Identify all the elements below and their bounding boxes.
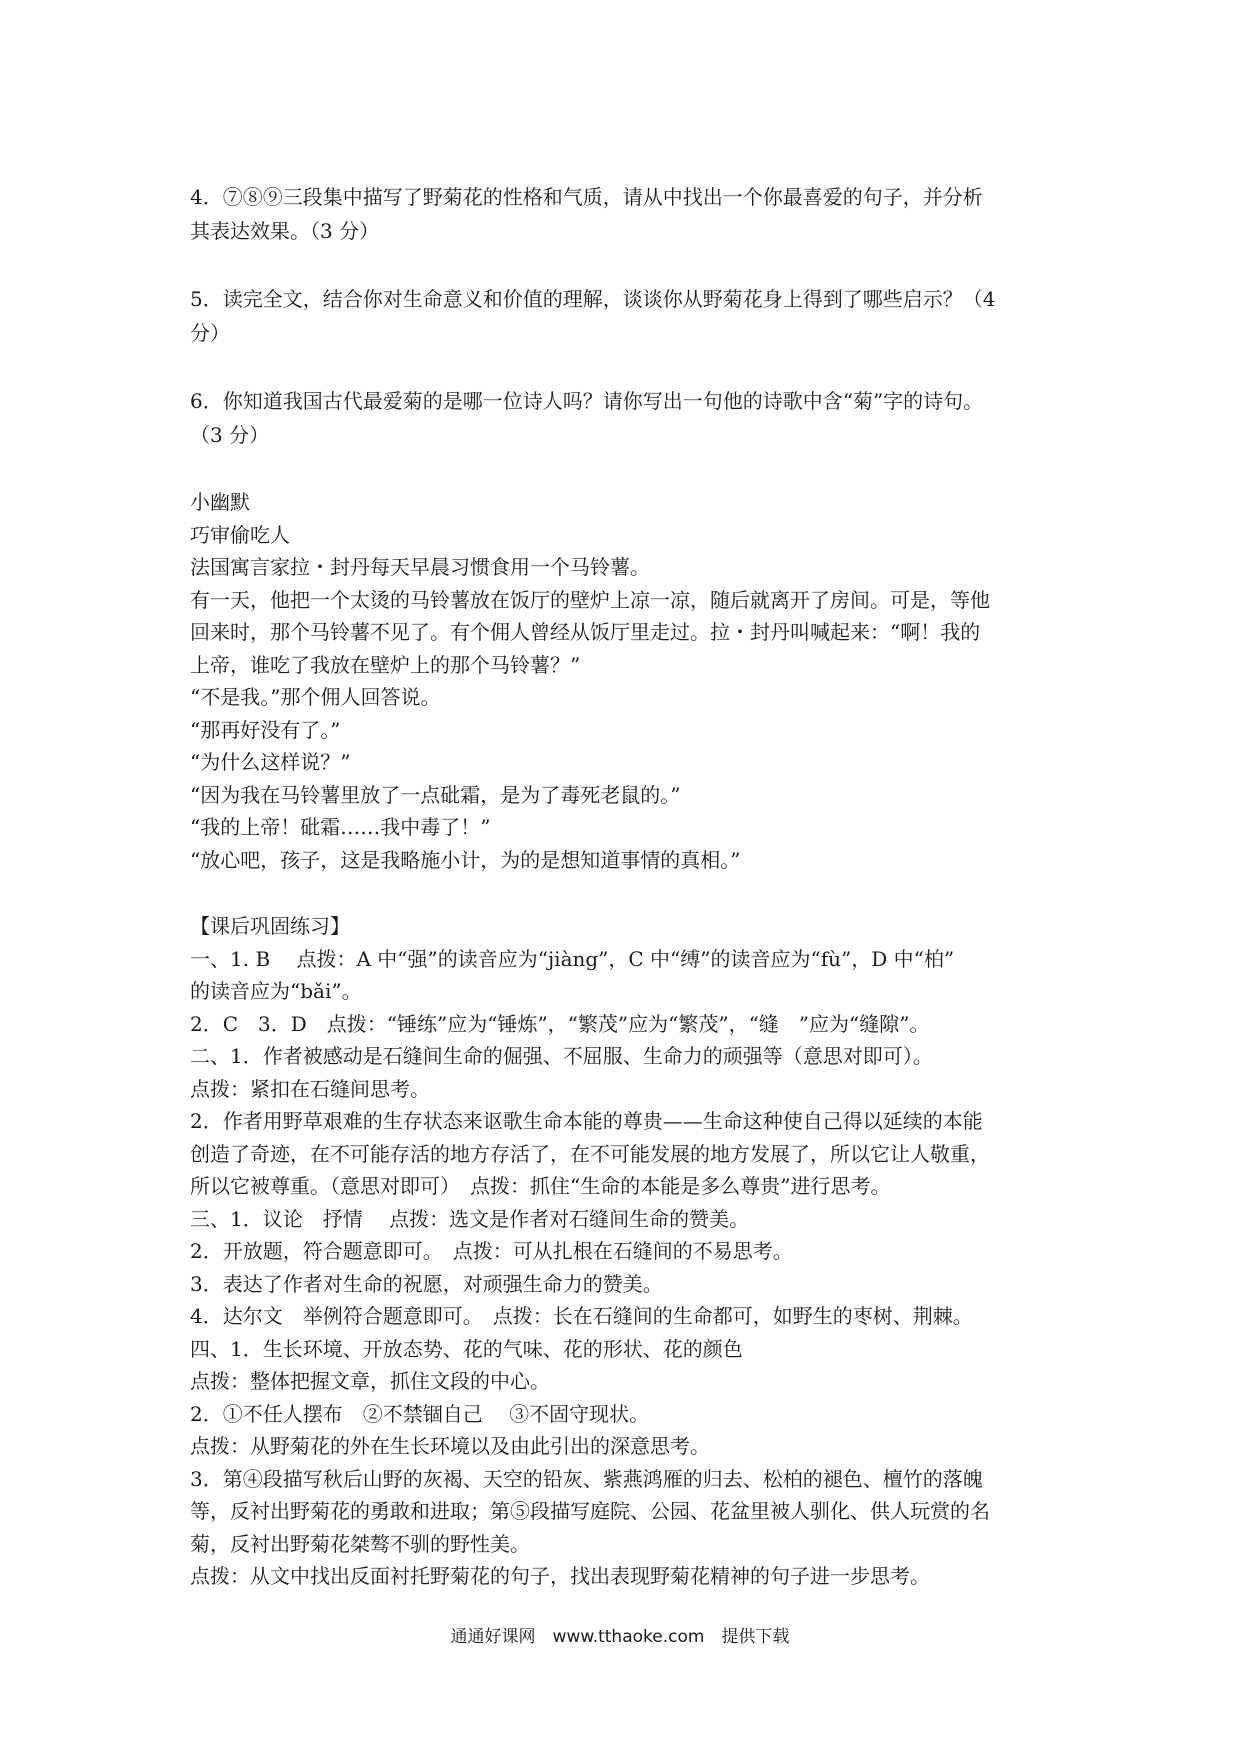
text-line: 菊，反衬出野菊花桀骜不驯的野性美。 [190,1531,530,1556]
text-line: 四、1．生长环境、开放态势、花的气味、花的形状、花的颜色 [190,1336,743,1361]
text-line: 3．第④段描写秋后山野的灰褐、天空的铅灰、紫燕鸿雁的归去、松柏的褪色、檀竹的落魄 [190,1466,983,1491]
text-line: 3．表达了作者对生命的祝愿，对顽强生命力的赞美。 [190,1271,663,1296]
text-line: 有一天，他把一个太烫的马铃薯放在饭厅的壁炉上凉一凉，随后就离开了房间。可是，等他 [190,587,990,612]
text-line: “我的上帝！砒霜……我中毒了！” [190,815,491,839]
text-line: “放心吧，孩子，这是我略施小计，为的是想知道事情的真相。” [190,847,741,872]
text-line: 一、1. B 点拨：A 中“强”的读音应为“jiàng”，C 中“缚”的读音应为“fù”，D 中“柏” [190,946,955,971]
text-line: “为什么这样说？” [190,750,351,774]
text-line: 法国寓言家拉・封丹每天早晨习惯食用一个马铃薯。 [190,555,650,579]
text-line: “那再好没有了。” [190,717,341,742]
text-line: 4．达尔文 举例符合题意即可。 点拨：长在石缝间的生命都可，如野生的枣树、荆棘。 [190,1304,973,1328]
questions-section [190,180,1070,452]
text-line: 上帝，谁吃了我放在壁炉上的那个马铃薯？” [190,652,581,677]
text-line: 所以它被尊重。（意思对即可） 点拨：抓住“生命的本能是多么尊贵”进行思考。 [190,1174,891,1198]
text-line: 二、1．作者被感动是石缝间生命的倔强、不屈服、生命力的顽强等（意思对即可）。 [190,1044,933,1068]
text-line: 2．开放题，符合题意即可。 点拨：可从扎根在石缝间的不易思考。 [190,1239,793,1263]
page-footer: 通通好课网 www.tthaoke.com 提供下载 [450,1627,790,1647]
text-line: 2．C 3．D 点拨：“锤练”应为“锤炼”，“繁茂”应为“繁茂”，“缝 ”应为“缝隙”。 [190,1011,930,1036]
text-line: 6．你知道我国古代最爱菊的是哪一位诗人吗？请你写出一句他的诗歌中含“菊”字的诗句。 [190,389,984,413]
humor-title: 巧审偷吃人 [190,522,290,547]
humor-heading: 小幽默 [190,490,250,514]
text-line: 分） [190,321,230,345]
text-line: 2．①不任人摆布 ②不禁锢自己 ③不固守现状。 [190,1401,650,1426]
text-line: 2．作者用野草艰难的生存状态来讴歌生命本能的尊贵——生命这种使自己得以延续的本能 [190,1109,983,1133]
text-line: 三、1．议论 抒情 点拨：选文是作者对石缝间生命的赞美。 [190,1206,750,1231]
text-line: 5．读完全文，结合你对生命意义和价值的理解，谈谈你从野菊花身上得到了哪些启示？（4 [190,287,996,311]
question-4 [190,180,1070,248]
question-5 [190,282,1070,350]
text-line: 回来时，那个马铃薯不见了。有个佣人曾经从饭厅里走过。拉・封丹叫喊起来：“啊！我的 [190,620,981,644]
answers-heading: 【课后巩固练习】 [190,914,350,938]
text-line: 创造了奇迹，在不可能存活的地方存活了，在不可能发展的地方发展了，所以它让人敬重， [190,1141,990,1166]
text-line: “因为我在马铃薯里放了一点砒霜，是为了毒死老鼠的。” [190,782,681,807]
text-line: （3 分） [190,423,270,447]
text-line: 4．⑦⑧⑨三段集中描写了野菊花的性格和气质，请从中找出一个你最喜爱的句子，并分析 [190,185,983,209]
text-line: 等，反衬出野菊花的勇敢和进取；第⑤段描写庭院、公园、花盆里被人驯化、供人玩赏的名 [190,1499,990,1523]
text-line: 点拨：从文中找出反面衬托野菊花的句子，找出表现野菊花精神的句子进一步思考。 [190,1564,930,1588]
text-line: “不是我。”那个佣人回答说。 [190,685,441,709]
answers-section [190,910,1070,1593]
humor-section [190,486,1070,876]
question-6 [190,384,1070,452]
text-line: 的读音应为“bǎi”。 [190,979,362,1003]
text-line: 点拨：从野菊花的外在生长环境以及由此引出的深意思考。 [190,1434,710,1458]
text-line: 点拨：整体把握文章，抓住文段的中心。 [190,1369,550,1393]
text-line: 点拨：紧扣在石缝间思考。 [190,1076,430,1101]
document-body [190,180,1070,1593]
text-line: 其表达效果。（3 分） [190,219,380,243]
